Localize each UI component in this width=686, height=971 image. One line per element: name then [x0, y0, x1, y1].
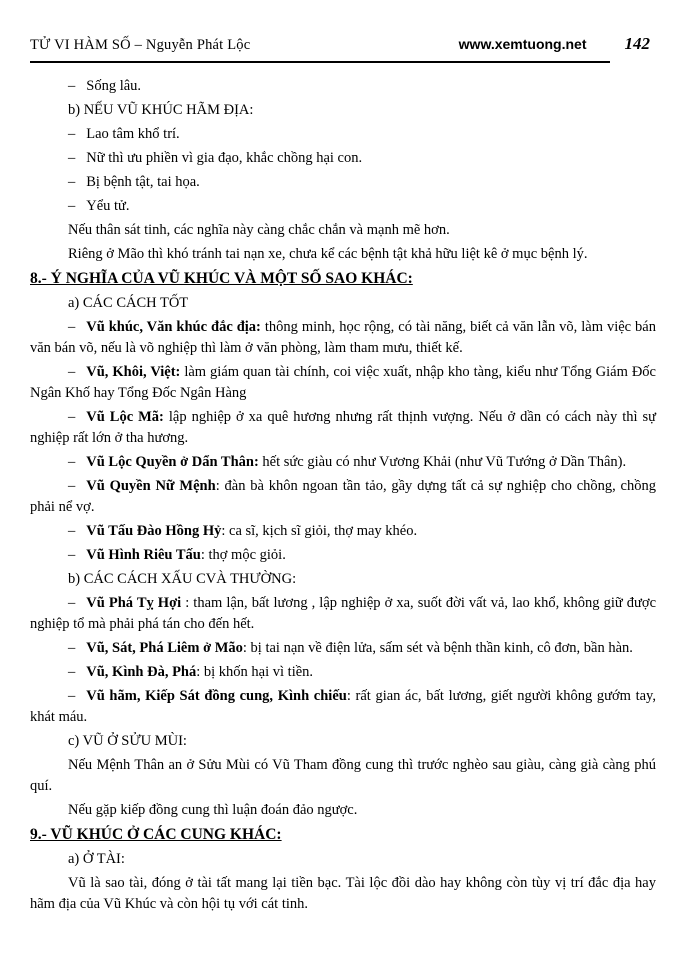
- dash-bullet: –: [68, 547, 76, 563]
- paragraph: Vũ là sao tài, đóng ở tài tất mang lại tiền bạc. Tài lộc đồi dào hay không còn tùy vị trí đắc địa hay hãm địa của Vũ Khúc và còn hội tụ với cát tinh.: [30, 875, 656, 912]
- item-term: Vũ Hình Riêu Tấu: [86, 547, 201, 563]
- list-item: – Bị bệnh tật, tai họa.: [68, 174, 200, 190]
- list-item: – Vũ khúc, Văn khúc đắc địa: thông minh, học rộng, có tài năng, biết cả văn lẫn võ, làm việc bán văn bán võ, nếu là võ nghiệp thì làm ở văn phòng, làm tham mưu, thiết kế.: [30, 319, 656, 356]
- list-item: – Yểu tử.: [68, 198, 130, 214]
- section-heading: [30, 824, 656, 846]
- dash-bullet: –: [68, 478, 76, 494]
- dash-bullet: –: [68, 198, 76, 214]
- item-term: Vũ, Kình Đà, Phá: [86, 664, 197, 680]
- paragraph: Nếu gặp kiếp đồng cung thì luận đoán đảo ngược.: [68, 802, 358, 818]
- page-number: 142: [624, 34, 650, 53]
- dash-bullet: –: [68, 78, 76, 94]
- dash-bullet: –: [68, 364, 76, 380]
- list-item: – Vũ Phá Tỵ Hợi : tham lận, bất lương , lập nghiệp ở xa, suốt đời vất vả, lao khổ, không giữ được nghiệp tổ mà phải phá tán cho đến hết.: [30, 595, 657, 632]
- item-term: Vũ, Khôi, Việt:: [86, 364, 181, 380]
- sub-label: a) Ở TÀI:: [68, 851, 125, 867]
- list-item: – Lao tâm khổ trí.: [68, 126, 180, 142]
- dash-bullet: –: [68, 150, 76, 166]
- item-term: Vũ Lộc Mã:: [86, 409, 164, 425]
- sub-label: b) NẾU VŨ KHÚC HÃM ĐỊA:: [68, 102, 254, 118]
- sub-label: b) CÁC CÁCH XẤU CVÀ THƯỜNG:: [68, 571, 297, 587]
- list-item: – Vũ Hình Riêu Tấu: thợ mộc giỏi.: [68, 547, 286, 563]
- header-divider: [30, 61, 610, 63]
- dash-bullet: –: [68, 664, 76, 680]
- item-term: Vũ, Sát, Phá Liêm ở Mão: [86, 640, 243, 656]
- list-item: – Sống lâu.: [68, 78, 142, 94]
- list-item: – Vũ hãm, Kiếp Sát đồng cung, Kình chiếu: rất gian ác, bất lương, giết người không gướm tay, khát máu.: [30, 688, 656, 725]
- list-item: – Vũ Quyền Nữ Mệnh: đàn bà khôn ngoan tần tảo, gầy dựng tất cả sự nghiệp cho chồng, chồng phải nể vợ.: [30, 478, 656, 515]
- item-term: Vũ Tấu Đào Hồng Hỷ: [86, 523, 222, 539]
- list-item: – Vũ, Khôi, Việt: làm giám quan tài chính, coi việc xuất, nhập kho tàng, kiểu như Tổng Giám Đốc Ngân Khố hay Tổng Đốc Ngân Hàng: [30, 364, 656, 401]
- paragraph: Nếu Mệnh Thân an ở Sửu Mùi có Vũ Tham đồng cung thì trước nghèo sau giàu, càng già càng phú quí.: [30, 757, 656, 794]
- section-heading: [30, 268, 656, 290]
- content: [30, 76, 656, 915]
- paragraph: Nếu thân sát tinh, các nghĩa này càng chắc chắn và mạnh mẽ hơn.: [68, 222, 450, 238]
- sub-label: a) CÁC CÁCH TỐT: [68, 295, 189, 311]
- list-item: – Vũ Lộc Quyền ở Dẩn Thân: hết sức giàu có như Vương Khải (như Vũ Tướng ở Dần Thân).: [68, 454, 627, 470]
- list-item: – Vũ Lộc Mã: lập nghiệp ở xa quê hương nhưng rất thịnh vượng. Nếu ở dần có cách này thì sự nghiệp rất lớn ở tha hương.: [30, 409, 656, 446]
- dash-bullet: –: [68, 688, 76, 704]
- list-item: – Vũ Tấu Đào Hồng Hỷ: ca sĩ, kịch sĩ giỏi, thợ may khéo.: [68, 523, 418, 539]
- dash-bullet: –: [68, 319, 76, 335]
- dash-bullet: –: [68, 523, 76, 539]
- paragraph: Riêng ở Mão thì khó tránh tai nạn xe, chưa kể các bệnh tật khả hữu liệt kê ở mục bệnh lý.: [68, 246, 588, 262]
- item-term: Vũ hãm, Kiếp Sát đồng cung, Kình chiếu: [86, 688, 347, 704]
- website-url: www.xemtuong.net: [458, 36, 587, 52]
- book-title: TỬ VI HÀM SỐ – Nguyễn Phát Lộc: [30, 37, 251, 53]
- dash-bullet: –: [68, 640, 76, 656]
- sub-label: c) VŨ Ở SỬU MÙI:: [68, 733, 187, 749]
- page-header: [30, 34, 656, 54]
- list-item: – Vũ, Sát, Phá Liêm ở Mão: bị tai nạn về điện lửa, sấm sét và bệnh thần kinh, cô đơn, bần hàn.: [68, 640, 633, 656]
- list-item: – Nữ thì ưu phiền vì gia đạo, khắc chồng hại con.: [68, 150, 363, 166]
- dash-bullet: –: [68, 174, 76, 190]
- item-term: Vũ Quyền Nữ Mệnh: [86, 478, 216, 494]
- item-term: Vũ Lộc Quyền ở Dẩn Thân:: [86, 454, 259, 470]
- dash-bullet: –: [68, 126, 76, 142]
- section-heading-text: 9.- VŨ KHÚC Ở CÁC CUNG KHÁC:: [30, 826, 282, 843]
- item-term: Vũ Phá Tỵ Hợi: [86, 595, 182, 611]
- dash-bullet: –: [68, 595, 76, 611]
- dash-bullet: –: [68, 409, 76, 425]
- dash-bullet: –: [68, 454, 76, 470]
- section-heading-text: 8.- Ý NGHĨA CỦA VŨ KHÚC VÀ MỘT SỐ SAO KHÁC:: [30, 270, 413, 287]
- list-item: – Vũ, Kình Đà, Phá: bị khốn hại vì tiền.: [68, 664, 314, 680]
- item-term: Vũ khúc, Văn khúc đắc địa:: [86, 319, 261, 335]
